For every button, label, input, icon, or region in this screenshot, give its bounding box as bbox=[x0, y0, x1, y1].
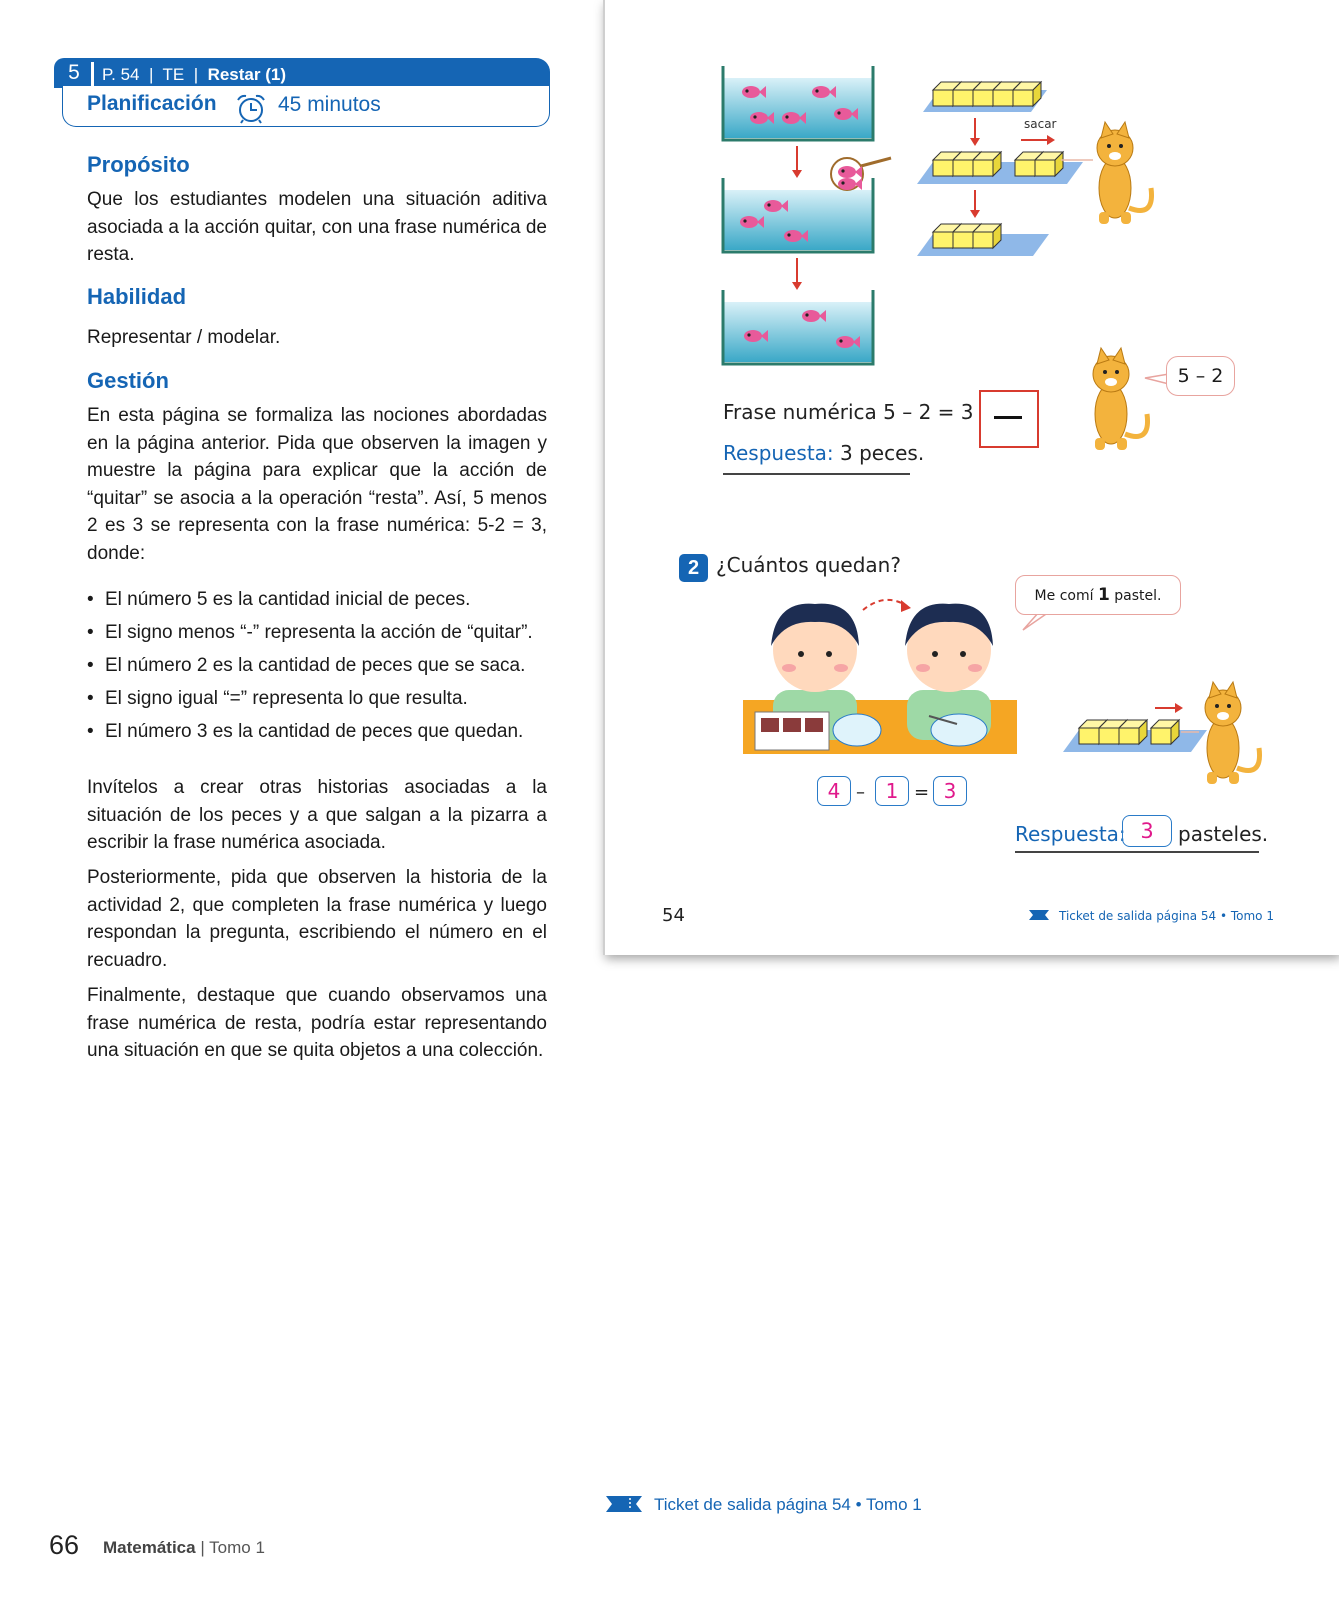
lesson-number: 5 bbox=[68, 61, 80, 84]
speech-2-suffix: pastel. bbox=[1109, 588, 1162, 604]
header-divider bbox=[91, 62, 94, 88]
lesson-header-text: P. 54 | TE | Restar (1) bbox=[102, 65, 286, 84]
list-item: • El número 5 es la cantidad inicial de peces. bbox=[87, 588, 557, 611]
answer-2-underline bbox=[1015, 851, 1259, 853]
equation-box-result: 3 bbox=[933, 776, 967, 806]
equation-box-minuend: 4 bbox=[817, 776, 851, 806]
speech-bubble-subtraction: 5 – 2 bbox=[1166, 356, 1235, 396]
equation-equals: = bbox=[914, 782, 930, 803]
proposito-heading: Propósito bbox=[87, 152, 190, 177]
list-item: • El signo menos “-” representa la acción de “quitar”. bbox=[87, 621, 557, 644]
minus-sign bbox=[994, 416, 1022, 419]
speech-2-number: 1 bbox=[1097, 585, 1110, 605]
equation-minus: – bbox=[856, 782, 865, 803]
answer-2-unit: pasteles. bbox=[1178, 822, 1269, 846]
question-2-text: ¿Cuántos quedan? bbox=[716, 553, 901, 577]
answer-1-underline bbox=[723, 473, 910, 475]
list-item: • El signo igual “=” representa lo que resulta. bbox=[87, 687, 557, 710]
subject-name: Matemática bbox=[103, 1538, 196, 1557]
gestion-text: En esta página se formaliza las nociones abordadas en la página anterior. Pida que observen la imagen y muestre la página para explicar que la acción de “quitar” se asocia a la operación “resta”. Así, 5 menos 2 es 3 se representa con la frase numérica: 5-2 = 3, donde: bbox=[87, 405, 547, 564]
student-ticket-text: Ticket de salida página 54 • Tomo 1 bbox=[1059, 909, 1274, 923]
proposito-text: Que los estudiantes modelen una situación aditiva asociada a la acción quitar, con una frase numérica de resta. bbox=[87, 189, 547, 265]
list-item: • El número 2 es la cantidad de peces que se saca. bbox=[87, 654, 557, 677]
footer-subject bbox=[103, 1538, 265, 1558]
answer-1 bbox=[723, 441, 924, 465]
gestion-heading: Gestión bbox=[87, 368, 169, 393]
volume-label: | Tomo 1 bbox=[200, 1538, 265, 1557]
page-reference: P. 54 bbox=[102, 65, 140, 84]
number-sentence: Frase numérica 5 – 2 = 3 bbox=[723, 400, 974, 424]
page-number: 66 bbox=[49, 1530, 80, 1560]
book-label: TE bbox=[162, 65, 185, 84]
answer-2-box: 3 bbox=[1122, 815, 1172, 847]
student-page-number: 54 bbox=[662, 905, 685, 926]
activity-paragraph: Posteriormente, pida que observen la historia de la actividad 2, que completen la frase numérica y luego respondan la pregunta, escribiendo el número en el recuadro. bbox=[87, 867, 547, 971]
alarm-clock-icon bbox=[234, 92, 268, 124]
student-page-illustrations bbox=[603, 0, 1339, 955]
ticket-icon bbox=[606, 1494, 644, 1514]
speech-bubble-pastel bbox=[1015, 575, 1181, 615]
speech-2-prefix: Me comí bbox=[1034, 588, 1098, 604]
habilidad-text: Representar / modelar. bbox=[87, 327, 281, 348]
answer-2-label: Respuesta: bbox=[1015, 822, 1126, 846]
answer-1-label: Respuesta: bbox=[723, 441, 834, 465]
sacar-label: sacar bbox=[1024, 117, 1057, 131]
lesson-title: Restar (1) bbox=[207, 65, 286, 84]
answer-1-value: 3 peces. bbox=[840, 441, 925, 465]
minus-sign-box bbox=[979, 390, 1039, 448]
gestion-bullet-list bbox=[87, 588, 557, 753]
closing-paragraph: Finalmente, destaque que cuando observamos una frase numérica de resta, podría estar representando una situación en que se quita objetos a una colección. bbox=[87, 985, 547, 1061]
invite-paragraph: Invítelos a crear otras historias asociadas a la situación de los peces y a que salgan a la pizarra a escribir la frase numérica asociada. bbox=[87, 777, 547, 853]
question-2-badge: 2 bbox=[679, 554, 708, 582]
planning-label: Planificación bbox=[87, 92, 217, 115]
exit-ticket-text: Ticket de salida página 54 • Tomo 1 bbox=[654, 1495, 922, 1514]
duration-text: 45 minutos bbox=[278, 93, 381, 116]
equation-box-subtrahend: 1 bbox=[875, 776, 909, 806]
list-item: • El número 3 es la cantidad de peces que quedan. bbox=[87, 720, 557, 743]
habilidad-heading: Habilidad bbox=[87, 284, 187, 309]
